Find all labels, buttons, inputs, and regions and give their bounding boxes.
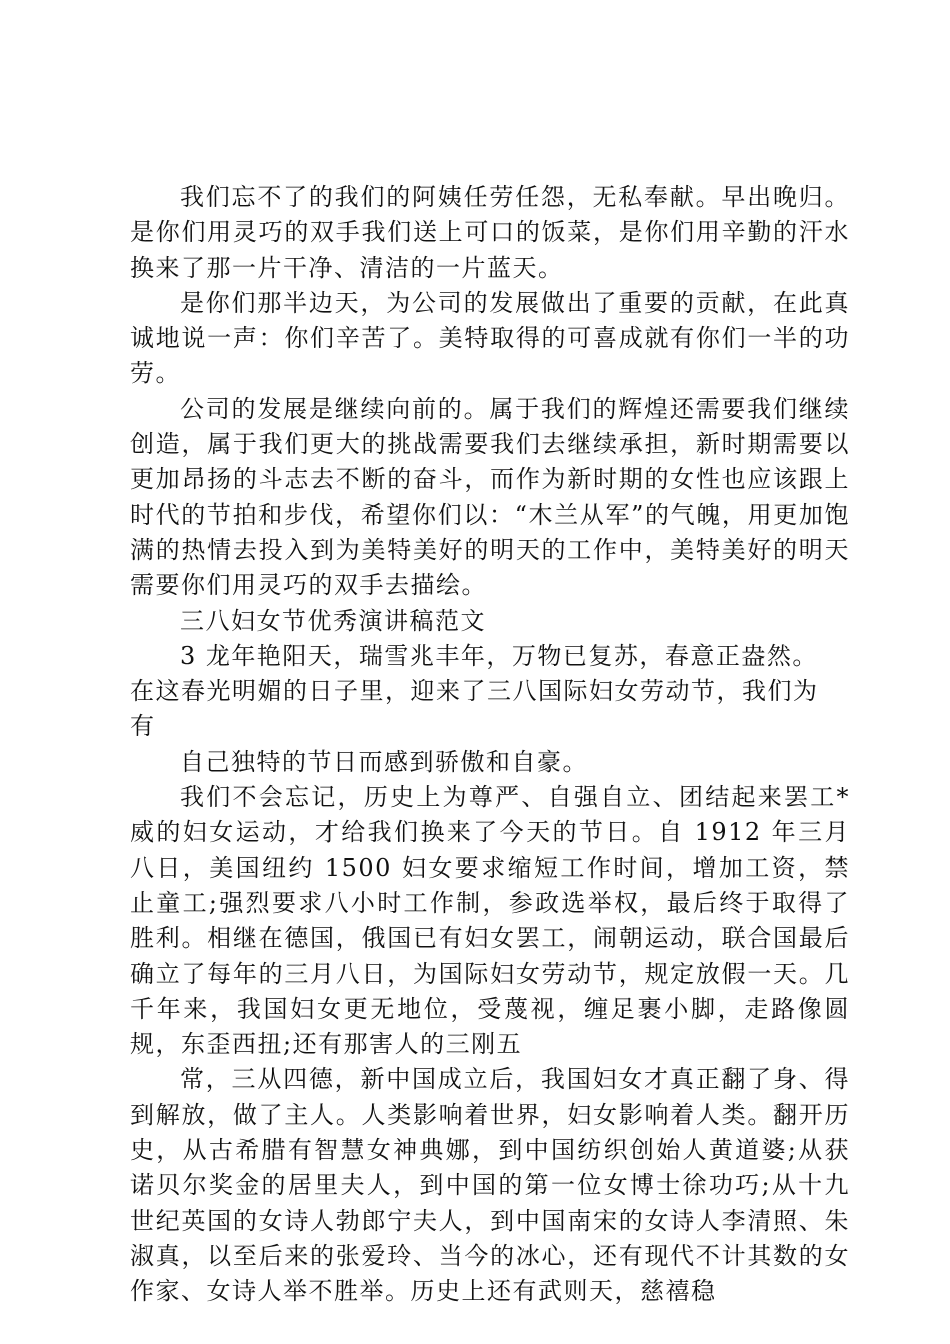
document-body — [130, 180, 850, 1310]
paragraph-history: 我们不会忘记，历史上为尊严、自强自立、团结起来罢工*威的妇女运动，才给我们换来了今天的节日。自 1912 年三月八日，美国纽约 1500 妇女要求缩短工作时间，增加工资，禁止童工;强烈要求八小时工作制，参政选举权，最后终于取得了胜利。相继在德国，俄国已有妇女罢工，闹朝运动，联合国最后确立了每年的三月八日，为国际妇女劳动节，规定放假一天。几千年来，我国妇女更无地位，受蔑视，缠足裹小脚，走路像圆规，东歪西扭;还有那害人的三刚五 — [130, 783, 850, 1059]
paragraph-half-sky: 是你们那半边天，为公司的发展做出了重要的贡献，在此真诚地说一声：你们辛苦了。美特取得的可喜成就有你们一半的功劳。 — [130, 288, 850, 388]
paragraph-company-future: 公司的发展是继续向前的。属于我们的辉煌还需要我们继续创造，属于我们更大的挑战需要我们去继续承担，新时期需要以更加昂扬的斗志去不断的奋斗，而作为新时期的女性也应该跟上时代的节拍和步伐，希望你们以：“木兰从军”的气魄，用更加饱满的热情去投入到为美特美好的明天的工作中，美特美好的明天需要你们用灵巧的双手去描绘。 — [130, 394, 850, 600]
section-heading: 三八妇女节优秀演讲稿范文 — [180, 606, 486, 635]
paragraph-aunts: 我们忘不了的我们的阿姨任劳任怨，无私奉献。早出晚归。是你们用灵巧的双手我们送上可口的饭菜，是你们用辛勤的汗水换来了那一片干净、清洁的一片蓝天。 — [130, 183, 850, 282]
paragraph-own-festival: 自己独特的节日而感到骄傲和自豪。 — [180, 747, 588, 776]
speech-intro-line-2: 在这春光明媚的日子里，迎来了三八国际妇女劳动节，我们为 — [130, 677, 819, 706]
speech-intro-line-1: 3 龙年艳阳天，瑞雪兆丰年，万物已复苏，春意正盎然。 — [180, 641, 818, 670]
paragraph-new-china: 常，三从四德，新中国成立后，我国妇女才真正翻了身、得到解放，做了主人。人类影响着世界，妇女影响着人类。翻开历史，从古希腊有智慧女神典娜，到中国纺织创始人黄道婆;从获诺贝尔奖金的居里夫人，到中国的第一位女博士徐功巧;从十九世纪英国的女诗人勃郎宁夫人，到中国南宋的女诗人李清照、朱淑真，以至后来的张爱玲、当今的冰心，还有现代不计其数的女作家、女诗人举不胜举。历史上还有武则天，慈禧稳 — [130, 1065, 850, 1306]
speech-intro-line-3: 有 — [130, 712, 156, 741]
